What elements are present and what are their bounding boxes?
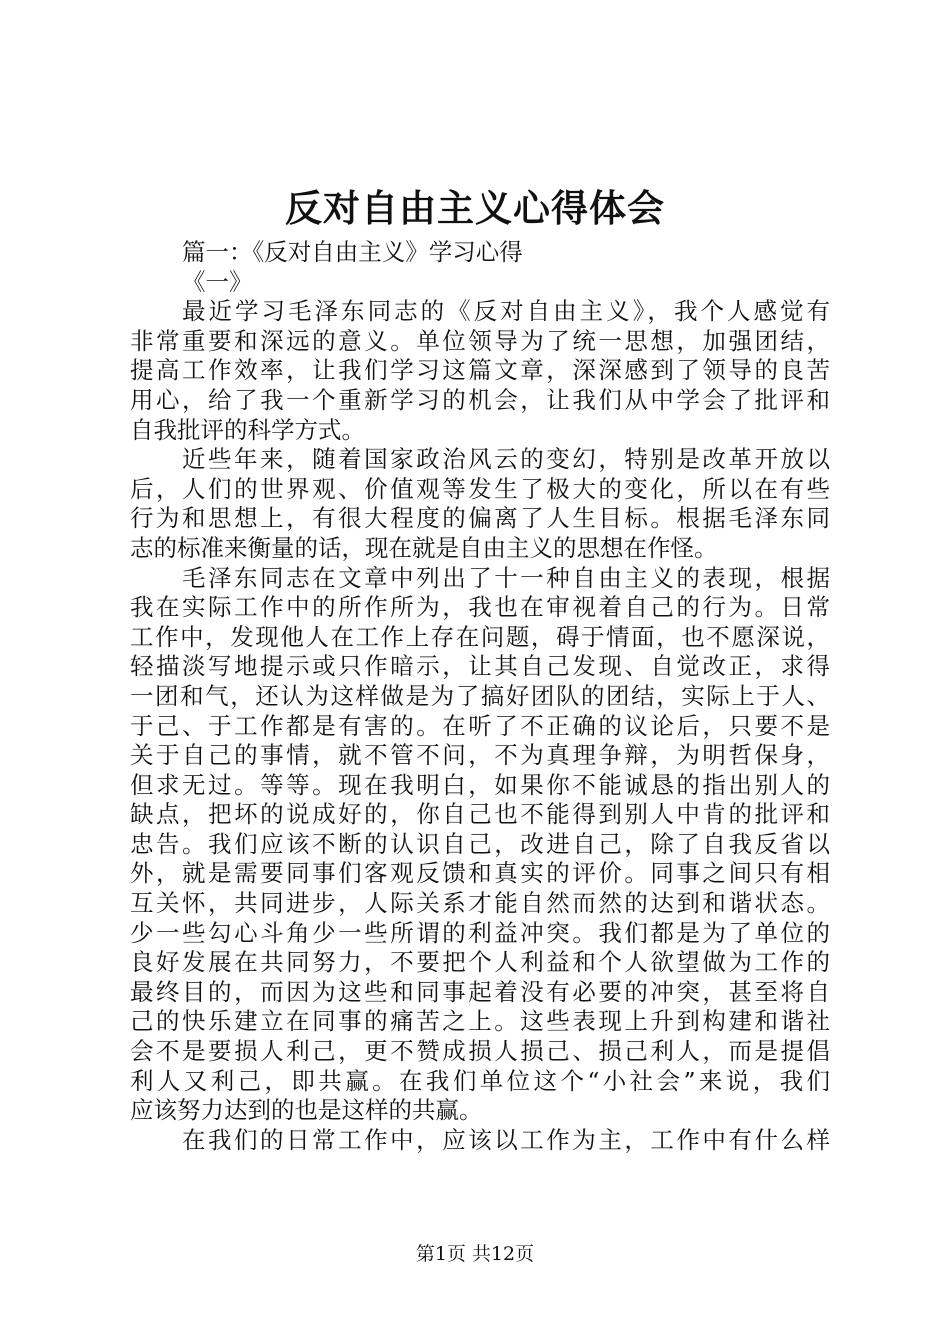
text-line: 非常重要和深远的意义。单位领导为了统一思想，加强团结，: [130, 326, 830, 355]
text-line: 良好发展在共同努力，不要把个人利益和个人欲望做为工作的: [130, 948, 830, 977]
text-line: 行为和思想上，有很大程度的偏离了人生目标。根据毛泽东同: [130, 504, 830, 533]
text-line: 我在实际工作中的所作所为，我也在审视着自己的行为。日常: [130, 593, 830, 622]
text-line: 自我批评的科学方式。: [130, 415, 365, 444]
text-line: 工作中，发现他人在工作上存在问题，碍于情面，也不愿深说，: [130, 622, 830, 651]
text-line: 缺点，把坏的说成好的，你自己也不能得到别人中肯的批评和: [130, 800, 830, 829]
text-line: 关于自己的事情，就不管不问，不为真理争辩，为明哲保身，: [130, 741, 830, 770]
text-line: 志的标准来衡量的话，现在就是自由主义的思想在作怪。: [130, 533, 718, 562]
text-line: 会不是要损人利己，更不赞成损人损己、损己利人，而是提倡: [130, 1037, 830, 1066]
text-line: 少一些勾心斗角少一些所谓的利益冲突。我们都是为了单位的: [130, 918, 830, 947]
text-line: 外，就是需要同事们客观反馈和真实的评价。同事之间只有相: [130, 859, 830, 888]
text-line: 但求无过。等等。现在我明白，如果你不能诚恳的指出别人的: [130, 770, 830, 799]
text-line: 应该努力达到的也是这样的共赢。: [130, 1096, 483, 1125]
page-footer: 第1页 共12页: [415, 1243, 535, 1265]
text-line: 于己、于工作都是有害的。在听了不正确的议论后，只要不是: [130, 711, 830, 740]
text-line: 近些年来，随着国家政治风云的变幻，特别是改革开放以: [182, 445, 830, 474]
text-line: 用心，给了我一个重新学习的机会，让我们从中学会了批评和: [130, 385, 830, 414]
text-line: 《一》: [182, 267, 253, 296]
text-line: 一团和气，还认为这样做是为了搞好团队的团结，实际上于人、: [130, 681, 830, 710]
text-line: 提高工作效率，让我们学习这篇文章，深深感到了领导的良苦: [130, 356, 830, 385]
document-title: 反对自由主义心得体会: [285, 186, 665, 230]
text-line: 忠告。我们应该不断的认识自己，改进自己，除了自我反省以: [130, 829, 830, 858]
text-line: 在我们的日常工作中，应该以工作为主，工作中有什么样: [182, 1125, 830, 1154]
text-line: 篇一：《反对自由主义》学习心得: [182, 238, 523, 266]
text-line: 轻描淡写地提示或只作暗示，让其自己发现、自觉改正，求得: [130, 652, 830, 681]
text-line: 己的快乐建立在同事的痛苦之上。这些表现上升到构建和谐社: [130, 1007, 830, 1036]
text-line: 最终目的，而因为这些和同事起着没有必要的冲突，甚至将自: [130, 977, 830, 1006]
text-line: 毛泽东同志在文章中列出了十一种自由主义的表现，根据: [182, 563, 830, 592]
document-body: [130, 238, 830, 1155]
text-line: 后，人们的世界观、价值观等发生了极大的变化，所以在有些: [130, 474, 830, 503]
text-line: 最近学习毛泽东同志的《反对自由主义》，我个人感觉有: [182, 297, 830, 326]
text-line: 利人又利己，即共赢。在我们单位这个“小社会”来说，我们: [130, 1066, 830, 1095]
text-line: 互关怀，共同进步，人际关系才能自然而然的达到和谐状态。: [130, 889, 830, 918]
